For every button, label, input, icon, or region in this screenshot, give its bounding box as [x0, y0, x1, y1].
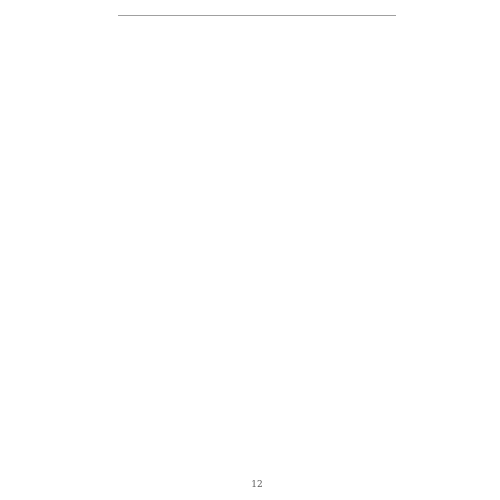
page-number: 12 [251, 480, 263, 490]
paragraph-2 [118, 108, 396, 186]
paragraph-4 [118, 309, 396, 432]
paragraph-3 [118, 186, 396, 309]
running-head [118, 4, 396, 16]
paragraph-5 [118, 432, 396, 466]
book-page [118, 4, 396, 496]
paragraph-1 [118, 19, 396, 108]
body-text [118, 19, 396, 466]
